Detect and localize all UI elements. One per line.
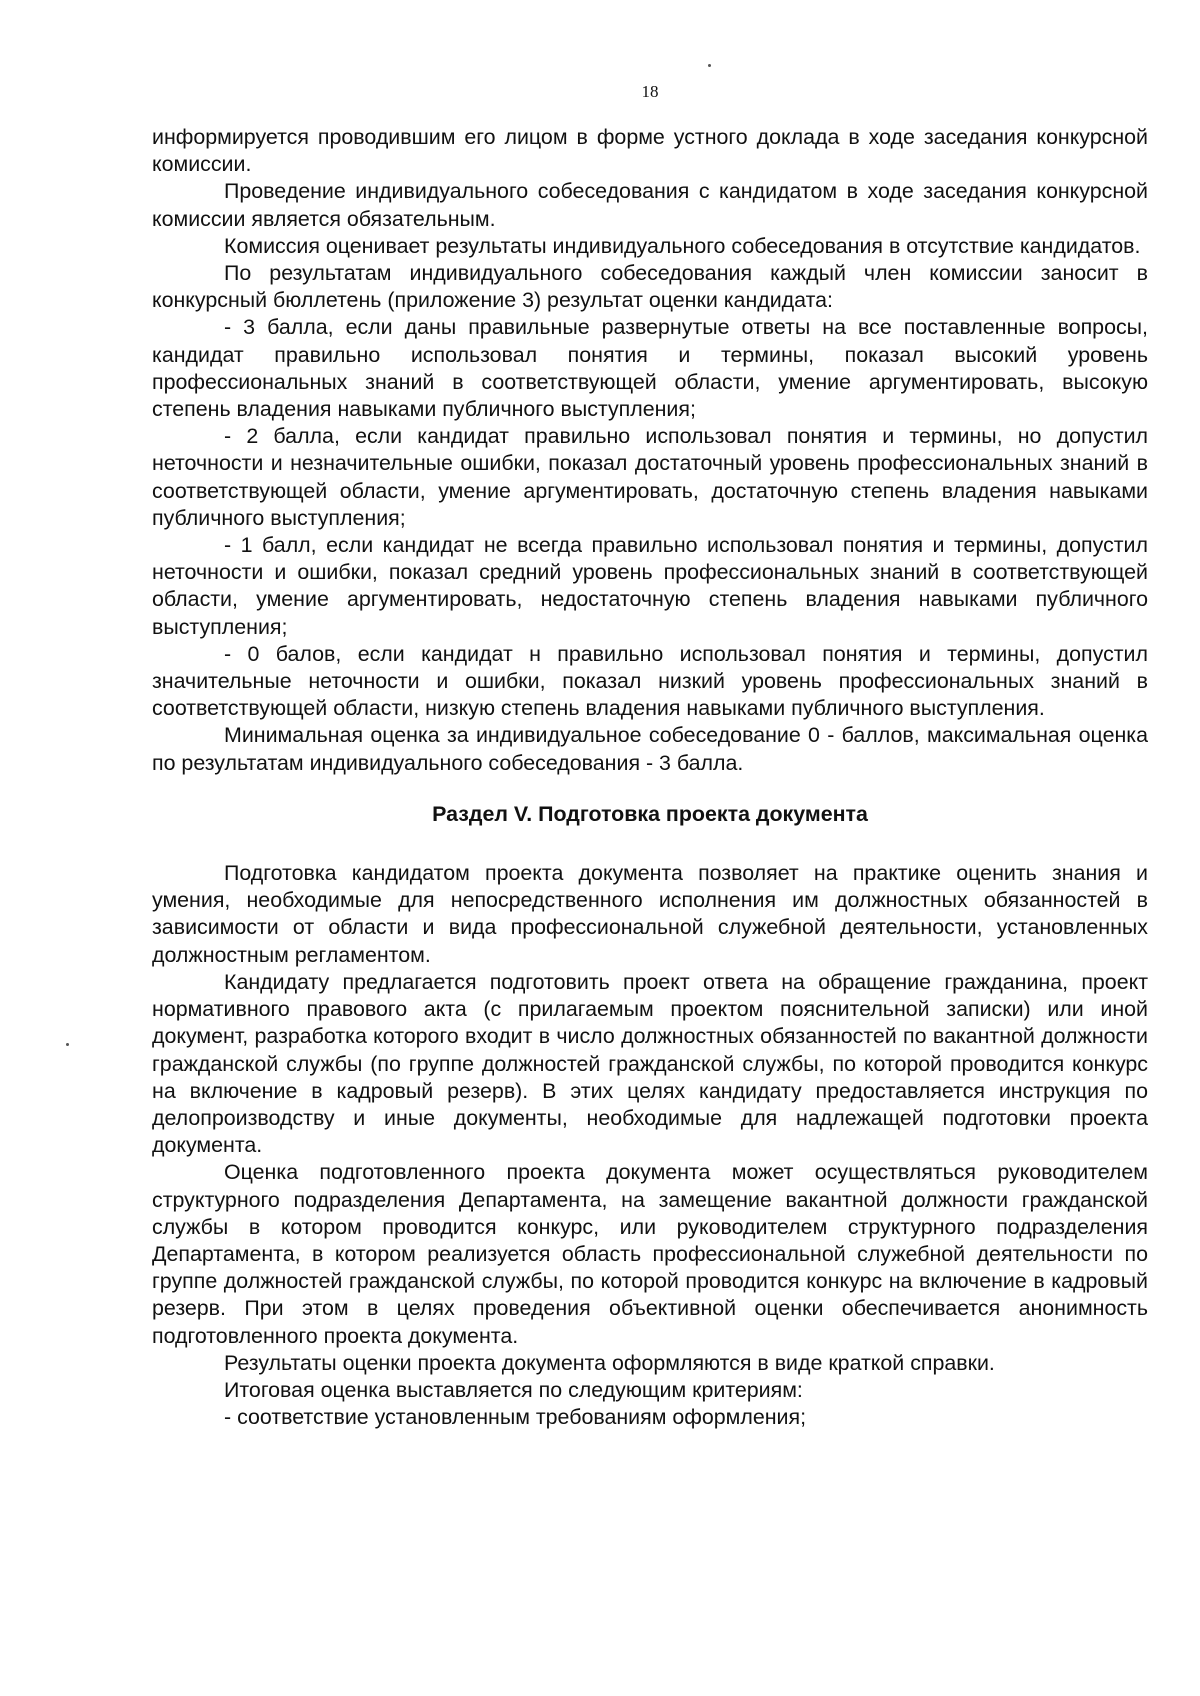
paragraph: Проведение индивидуального собеседования с кандидатом в ходе заседания конкурсной комиссии является обязательным. — [152, 179, 1148, 231]
paragraph: Итоговая оценка выставляется по следующим критериям: — [224, 1377, 803, 1402]
paragraph: Результаты оценки проекта документа оформляются в виде краткой справки. — [224, 1350, 995, 1375]
document-body — [152, 124, 1148, 1431]
paragraph: Минимальная оценка за индивидуальное собеседование 0 - баллов, максимальная оценка по результатам индивидуального собеседования - 3 балла. — [152, 723, 1148, 775]
paragraph: информируется проводившим его лицом в форме устного доклада в ходе заседания конкурсной комиссии. — [152, 125, 1148, 177]
paragraph: Кандидату предлагается подготовить проект ответа на обращение гражданина, проект нормативного правового акта (с прилагаемым проектом пояснительной записки) или иной документ, разработка которого входит в число должностных обязанностей по вакантной должности гражданской службы (по группе должностей гражданской службы, по которой проводится конкурс на включение в кадровый резерв). В этих целях кандидату предоставляется инструкция по делопроизводству и иные документы, необходимые для надлежащей подготовки проекта документа. — [152, 969, 1148, 1158]
list-item: - 2 балла, если кандидат правильно использовал понятия и термины, но допустил неточности и незначительные ошибки, показал достаточный уровень профессиональных знаний в соответствующей области, умение аргументировать, достаточную степень владения навыками публичного выступления; — [152, 424, 1148, 530]
paragraph: Подготовка кандидатом проекта документа позволяет на практике оценить знания и умения, необходимые для непосредственного исполнения им должностных обязанностей в зависимости от области и вида профессиональной служебной деятельности, установленных должностным регламентом. — [152, 861, 1148, 967]
list-item: - 0 балов, если кандидат н правильно использовал понятия и термины, допустил значительные неточности и ошибки, показал низкий уровень профессиональных знаний в соответствующей области, низкую степень владения навыками публичного выступления. — [152, 641, 1148, 721]
list-item: - соответствие установленным требованиям оформления; — [224, 1405, 807, 1430]
paragraph: По результатам индивидуального собеседования каждый член комиссии заносит в конкурсный бюллетень (приложение 3) результат оценки кандидата: — [152, 261, 1148, 313]
scan-speck — [66, 1043, 69, 1046]
list-item: - 1 балл, если кандидат не всегда правильно использовал понятия и термины, допустил неточности и ошибки, показал средний уровень профессиональных знаний в соответствующей области, умение аргументировать, недостаточную степень владения навыками публичного выступления; — [152, 533, 1148, 639]
scan-speck — [708, 64, 711, 67]
section-heading: Раздел V. Подготовка проекта документа — [432, 801, 868, 826]
paragraph: Оценка подготовленного проекта документа может осуществляться руководителем структурного подразделения Департамента, на замещение вакантной должности гражданской службы в котором проводится конкурс, или руководителем структурного подразделения Департамента, в котором реализуется область профессиональной служебной деятельности по группе должностей гражданской службы, по которой проводится конкурс на включение в кадровый резерв. При этом в целях проведения объективной оценки обеспечивается анонимность подготовленного проекта документа. — [152, 1160, 1148, 1348]
list-item: - 3 балла, если даны правильные развернутые ответы на все поставленные вопросы, кандидат правильно использовал понятия и термины, показал высокий уровень профессиональных знаний в соответствующей области, умение аргументировать, высокую степень владения навыками публичного выступления; — [152, 315, 1148, 422]
page-number: 18 — [641, 82, 659, 101]
paragraph: Комиссия оценивает результаты индивидуального собеседования в отсутствие кандидатов. — [224, 233, 1141, 258]
